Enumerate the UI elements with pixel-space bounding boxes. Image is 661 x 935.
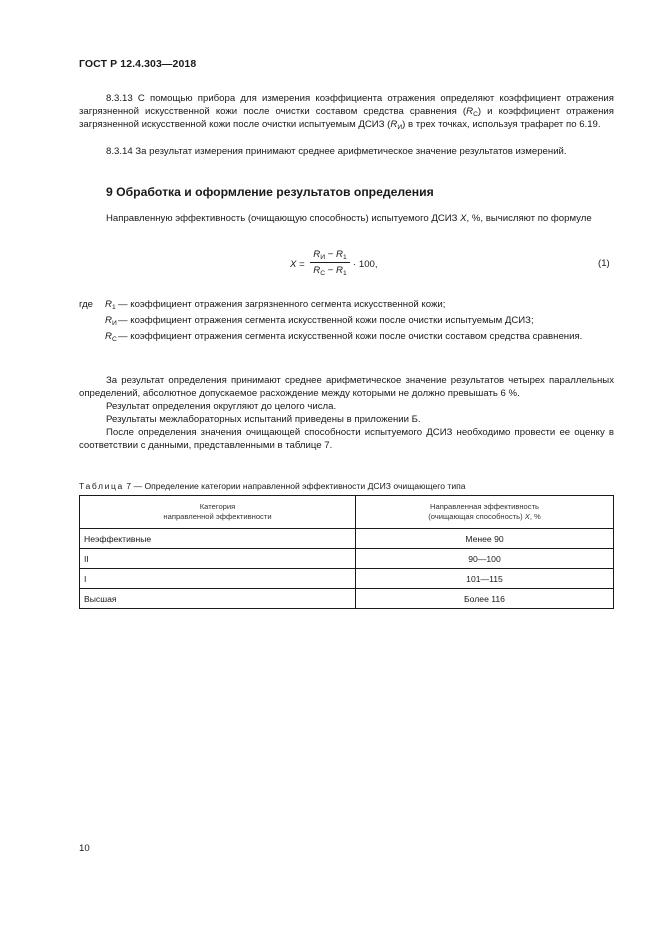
page-number: 10 [79, 843, 90, 854]
table-cell-value: 101—115 [356, 569, 614, 589]
formula-fraction [310, 248, 350, 277]
formula-1: X = $R_И - R_1$ $R_С - R_1$ · 100, [290, 249, 378, 277]
symbol-rc: R [466, 106, 474, 117]
symbol-ri: R [390, 119, 398, 130]
table-row [80, 529, 614, 549]
table-cell-value: Более 116 [356, 589, 614, 609]
table-row [80, 569, 614, 589]
legend-item-ri: $R_И$ — коэффициент отражения сегмента искусственной кожи после очистки испытуемым ДСИЗ; [105, 315, 534, 327]
section-9-title: 9 Обработка и оформление результатов определения [106, 185, 434, 199]
table-cell-value: 90—100 [356, 549, 614, 569]
document-header: ГОСТ Р 12.4.303—2018 [79, 58, 197, 70]
table-cell-category: Высшая [80, 589, 356, 609]
table-cell-category: I [80, 569, 356, 589]
legend-item-rc: $R_С$ — коэффициент отражения сегмента искусственной кожи после очистки составом средства сравнения. [105, 331, 583, 343]
paragraph-8-3-13: 8.3.13 С помощью прибора для измерения коэффициента отражения определяют коэффициент отражения загрязненной искусственной кожи после очистки составом средства сравнения $(R_С)$ и коэффициент отражения загрязненной искусственной кожи после очистки испытуемым ДСИЗ $(R_И)$ в трех точках, используя трафарет по 6.19. [79, 93, 614, 131]
legend-item-r1: где $R_1$ — коэффициент отражения загрязненного сегмента искусственной кожи; [79, 299, 446, 311]
equation-number: (1) [598, 258, 610, 269]
table-cell-category: II [80, 549, 356, 569]
table-header-efficiency: Направленная эффективность (очищающая способность) X, % [356, 496, 614, 529]
table-7 [79, 495, 614, 609]
table-7-caption: Таблица 7 — Определение категории направленной эффективности ДСИЗ очищающего типа [79, 481, 466, 491]
table-header-row [80, 496, 614, 529]
paragraph-round: Результат определения округляют до целого числа. [106, 401, 337, 412]
paragraph-result: За результат определения принимают среднее арифметическое значение результатов четырех параллельных определений, абсолютное допускаемое расхождение между которыми не должно превышать 6 %. [79, 375, 614, 399]
paragraph-interlab: Результаты межлабораторных испытаний приведены в приложении Б. [106, 414, 421, 425]
section-9-paragraphs [79, 374, 614, 452]
paragraph-after: После определения значения очищающей способности испытуемого ДСИЗ необходимо провести ее оценку в соответствии с данными, представленными в таблице 7. [79, 427, 614, 451]
formula-numerator: $R_И - R_1$ [310, 248, 350, 263]
table-cell-category: Неэффективные [80, 529, 356, 549]
table-row [80, 589, 614, 609]
formula-denominator: $R_С - R_1$ [313, 265, 347, 277]
paragraph-8-3-14: 8.3.14 За результат измерения принимают среднее арифметическое значение результатов измерений. [106, 146, 567, 157]
table-header-category: Категория направленной эффективности [80, 496, 356, 529]
table-cell-value: Менее 90 [356, 529, 614, 549]
formula-legend [79, 298, 614, 346]
section-9-intro: Направленную эффективность (очищающую способность) испытуемого ДСИЗ X, %, вычисляют по формуле [106, 213, 592, 224]
table-row [80, 549, 614, 569]
